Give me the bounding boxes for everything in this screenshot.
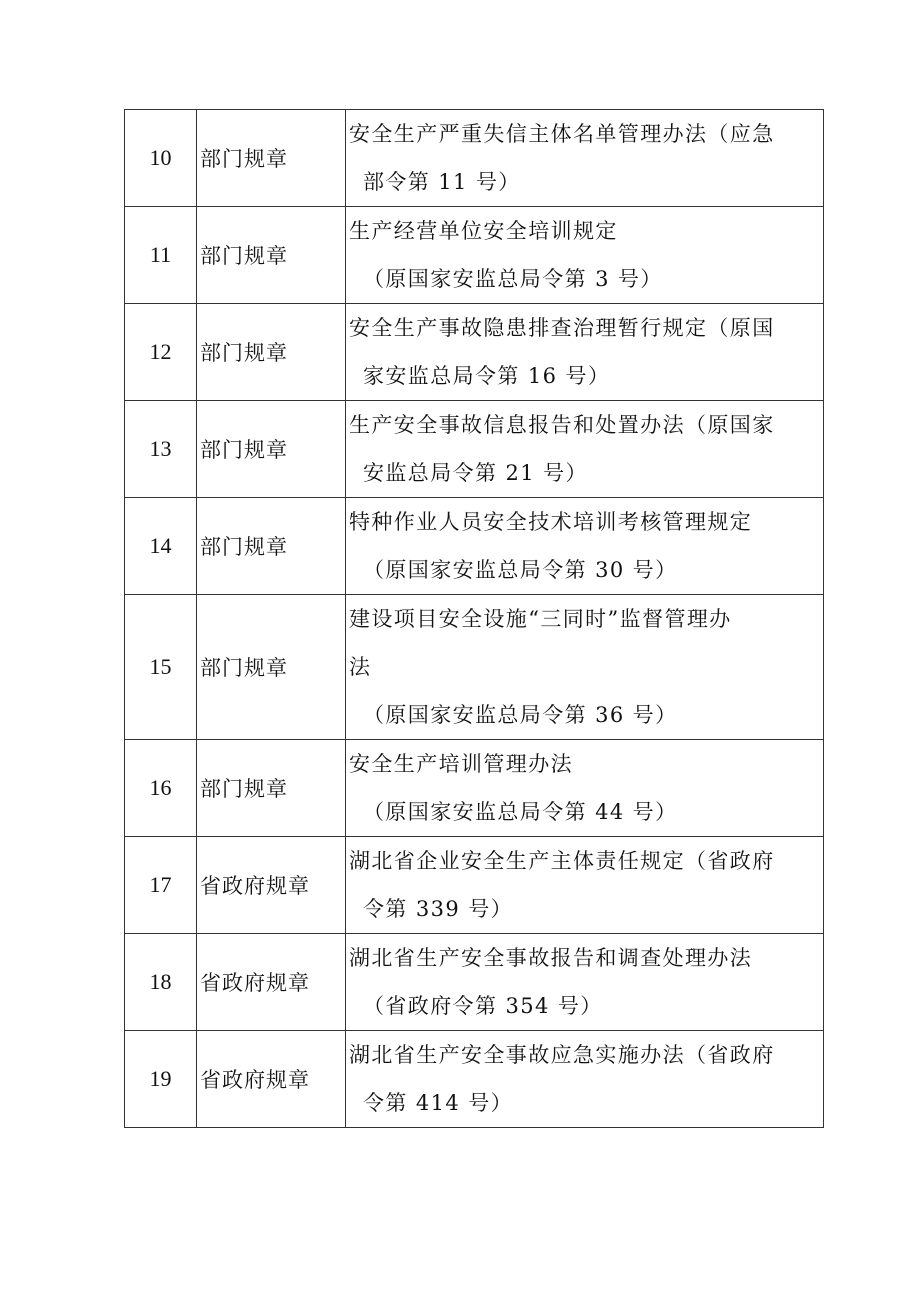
- regulation-name: [346, 401, 824, 498]
- regulation-name: [346, 934, 824, 1031]
- regulation-name-line: （原国家安监总局令第 30 号）: [363, 558, 678, 582]
- table-row: [125, 837, 824, 934]
- row-number: 16: [125, 740, 197, 837]
- row-number: 18: [125, 934, 197, 1031]
- regulation-name-line: 安全生产培训管理办法: [349, 752, 573, 776]
- regulation-name-line: 家安监总局令第 16 号）: [363, 364, 611, 388]
- row-number: 19: [125, 1031, 197, 1128]
- regulation-name-line: 建设项目安全设施“三同时”监督管理办: [349, 607, 732, 631]
- row-number: 14: [125, 498, 197, 595]
- table-row: [125, 1031, 824, 1128]
- row-number: 10: [125, 110, 197, 207]
- regulation-name: [346, 595, 824, 740]
- table-row: [125, 740, 824, 837]
- regulation-name: [346, 207, 824, 304]
- regulation-name-line: 法: [349, 655, 372, 679]
- table-row: [125, 207, 824, 304]
- regulation-category: 部门规章: [197, 207, 346, 304]
- table-row: [125, 304, 824, 401]
- row-number: 15: [125, 595, 197, 740]
- regulation-name: [346, 110, 824, 207]
- regulation-name-line: 部令第 11 号）: [363, 170, 521, 194]
- regulation-name-line: （原国家安监总局令第 44 号）: [363, 800, 678, 824]
- regulation-category: 省政府规章: [197, 837, 346, 934]
- regulation-name: [346, 304, 824, 401]
- regulation-category: 省政府规章: [197, 1031, 346, 1128]
- regulation-name-line: 湖北省生产安全事故报告和调查处理办法: [349, 946, 753, 970]
- regulation-category: 部门规章: [197, 304, 346, 401]
- regulation-name-line: 安全生产严重失信主体名单管理办法（应急: [349, 122, 775, 146]
- regulation-category: 省政府规章: [197, 934, 346, 1031]
- regulation-name-line: 生产安全事故信息报告和处置办法（原国家: [349, 413, 775, 437]
- regulation-category: 部门规章: [197, 595, 346, 740]
- regulation-name-line: 令第 414 号）: [363, 1091, 514, 1115]
- row-number: 11: [125, 207, 197, 304]
- regulation-name-line: 安监总局令第 21 号）: [363, 461, 588, 485]
- table-row: [125, 110, 824, 207]
- regulation-name-line: 湖北省企业安全生产主体责任规定（省政府: [349, 849, 775, 873]
- regulation-name-line: （原国家安监总局令第 36 号）: [363, 703, 678, 727]
- regulation-name-line: 令第 339 号）: [363, 897, 514, 921]
- regulation-name-line: 湖北省生产安全事故应急实施办法（省政府: [349, 1043, 775, 1067]
- regulation-name-line: 特种作业人员安全技术培训考核管理规定: [349, 510, 753, 534]
- regulation-name-line: 生产经营单位安全培训规定: [349, 219, 618, 243]
- regulation-name-line: （原国家安监总局令第 3 号）: [363, 267, 663, 291]
- regulation-category: 部门规章: [197, 498, 346, 595]
- regulation-category: 部门规章: [197, 740, 346, 837]
- table-row: [125, 595, 824, 740]
- table-row: [125, 401, 824, 498]
- regulation-name: [346, 740, 824, 837]
- regulation-name: [346, 837, 824, 934]
- regulations-table: [124, 109, 824, 1128]
- table-row: [125, 498, 824, 595]
- regulation-name: [346, 1031, 824, 1128]
- table-row: [125, 934, 824, 1031]
- regulation-name-line: 安全生产事故隐患排查治理暂行规定（原国: [349, 316, 775, 340]
- regulation-name-line: （省政府令第 354 号）: [363, 994, 603, 1018]
- regulation-category: 部门规章: [197, 110, 346, 207]
- row-number: 13: [125, 401, 197, 498]
- regulation-name: [346, 498, 824, 595]
- regulation-category: 部门规章: [197, 401, 346, 498]
- row-number: 17: [125, 837, 197, 934]
- row-number: 12: [125, 304, 197, 401]
